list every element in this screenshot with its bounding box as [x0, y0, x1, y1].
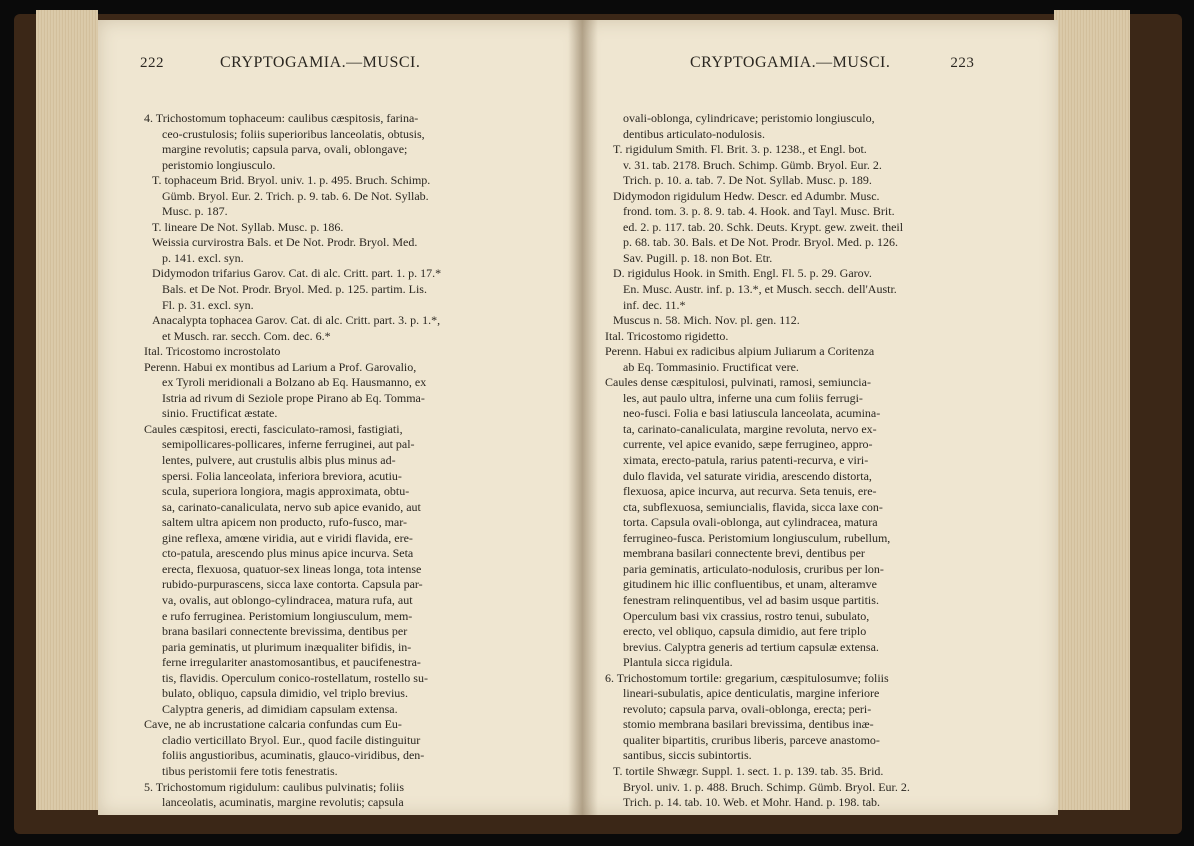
text-line: rubido-purpurascens, sicca laxe contorta. Capsula par-: [162, 577, 423, 592]
text-line: ferrugineo-fusca. Peristomium longiusculum, rubellum,: [623, 530, 891, 545]
text-line: Caules dense cæspitulosi, pulvinati, ramosi, semiuncia-: [605, 375, 871, 390]
text-line: T. tortile Shwægr. Suppl. 1. sect. 1. p. 139. tab. 35. Brid.: [613, 763, 884, 778]
text-line: lineari-subulatis, apice denticulatis, margine inferiore: [623, 686, 880, 701]
text-line: 4. Trichostomum tophaceum: caulibus cæspitosis, farina-: [144, 111, 419, 125]
right-page-number: 223: [950, 55, 975, 71]
text-line: brana basilari connectente brevissima, dentibus per: [162, 624, 408, 639]
right-page-header: [610, 54, 1030, 78]
text-line: cto-patula, arescendo plus minus apice incurva. Seta: [162, 546, 414, 561]
text-line: ab Eq. Tommasinio. Fructificat vere.: [623, 359, 799, 374]
text-line: va, ovalis, aut oblongo-cylindracea, matura rufa, aut: [162, 592, 413, 607]
text-line: gitudinem hic illic confluentibus, et unam, alteramve: [623, 577, 877, 592]
text-line: Trich. p. 14. tab. 10. Web. et Mohr. Hand. p. 198. tab.: [623, 795, 881, 810]
text-line: frond. tom. 3. p. 8. 9. tab. 4. Hook. and Tayl. Musc. Brit.: [623, 204, 895, 219]
text-line: Istria ad rivum di Seziole prope Pirano ab Eq. Tomma-: [162, 390, 425, 405]
text-line: paria geminatis, ut plurimum inæqualiter bifidis, in-: [162, 639, 412, 654]
text-line: cta, subflexuosa, semiuncialis, flavida, sicca laxe con-: [623, 499, 883, 514]
text-line: p. 141. excl. syn.: [162, 250, 244, 265]
text-line: ta, carinato-canaliculata, margine revoluta, nervo ex-: [623, 421, 877, 436]
text-line: torta. Capsula ovali-oblonga, aut cylindracea, matura: [623, 515, 878, 530]
text-line: Weissia curvirostra Bals. et De Not. Prodr. Bryol. Med.: [152, 235, 418, 250]
text-line: Perenn. Habui ex radicibus alpium Juliarum a Coritenza: [605, 344, 875, 359]
text-line: dentibus articulato-nodulosis.: [623, 126, 765, 141]
text-line: qualiter bipartitis, cruribus liberis, parceve anastomo-: [623, 732, 880, 747]
text-line: et Musch. rar. secch. Com. dec. 6.*: [162, 328, 331, 343]
text-line: sa, carinato-canaliculata, nervo sub apice evanido, aut: [162, 499, 421, 514]
text-line: lentes, pulvere, aut crustulis albis plus minus ad-: [162, 453, 396, 468]
text-line: ex Tyroli meridionali a Bolzano ab Eq. Hausmanno, ex: [162, 375, 427, 390]
text-line: lanceolatis, acuminatis, margine revolutis; capsula: [162, 795, 404, 810]
text-line: v. 31. tab. 2178. Bruch. Schimp. Gümb. Bryol. Eur. 2.: [623, 157, 882, 172]
text-line: ferne irregulariter anastomosantibus, et paucifenestra-: [162, 655, 421, 670]
right-running-head: CRYPTOGAMIA.—MUSCI.: [690, 54, 891, 71]
text-line: Didymodon rigidulum Hedw. Descr. ed Adumbr. Musc.: [613, 188, 880, 203]
text-line: ed. 2. p. 117. tab. 20. Schk. Deuts. Krypt. gew. zweit. theil: [623, 219, 904, 234]
right-page-edges: [1054, 10, 1130, 810]
text-line: revoluto; capsula parva, ovali-oblonga, erecta; peri-: [623, 701, 872, 716]
text-line: currente, vel apice evanido, sæpe ferrugineo, appro-: [623, 437, 873, 452]
text-line: T. tophaceum Brid. Bryol. univ. 1. p. 495. Bruch. Schimp.: [152, 173, 431, 188]
text-line: brevius. Calyptra generis ad tertium capsulæ extensa.: [623, 639, 879, 654]
text-line: scula, superiora longiora, magis approximata, obtu-: [162, 484, 410, 499]
text-line: stomio membrana basilari brevissima, dentibus inæ-: [623, 717, 874, 732]
text-line: e rufo ferruginea. Peristomium longiusculum, mem-: [162, 608, 413, 623]
text-line: Muscus n. 58. Mich. Nov. pl. gen. 112.: [613, 313, 800, 328]
text-line: dulo flavida, vel saturate viridia, arescendo distorta,: [623, 468, 872, 483]
left-page-edges: [36, 10, 98, 810]
text-line: sinio. Fructificat æstate.: [162, 406, 278, 421]
text-line: bulato, obliquo, capsula dimidio, vel triplo brevius.: [162, 686, 408, 701]
left-page-number: 222: [140, 55, 164, 71]
text-line: T. rigidulum Smith. Fl. Brit. 3. p. 1238., et Engl. bot.: [613, 142, 867, 157]
left-page-header: [140, 54, 560, 78]
left-running-head: CRYPTOGAMIA.—MUSCI.: [220, 54, 421, 71]
text-line: margine revolutis; capsula parva, ovali, oblongave;: [162, 142, 408, 157]
text-line: ovali-oblonga, cylindricave; peristomio longiusculo,: [623, 111, 875, 125]
text-line: p. 68. tab. 30. Bals. et De Not. Prodr. Bryol. Med. p. 126.: [623, 235, 898, 250]
text-line: Bals. et De Not. Prodr. Bryol. Med. p. 125. partim. Lis.: [162, 282, 427, 297]
text-line: Calyptra generis, ad dimidiam capsulam extensa.: [162, 701, 398, 716]
text-line: flexuosa, apice incurva, aut recurva. Seta tenuis, ere-: [623, 484, 877, 499]
text-line: Ital. Tricostomo rigidetto.: [605, 328, 729, 343]
text-line: T. lineare De Not. Syllab. Musc. p. 186.: [152, 219, 344, 234]
text-line: Fl. p. 31. excl. syn.: [162, 297, 254, 312]
left-page-text: [144, 111, 569, 811]
text-line: foliis angustioribus, acuminatis, glauco-viridibus, den-: [162, 748, 425, 763]
text-line: Caules cæspitosi, erecti, fasciculato-ramosi, fastigiati,: [144, 421, 403, 436]
text-line: peristomio longiusculo.: [162, 157, 276, 172]
text-line: paria geminatis, articulato-nodulosis, cruribus per lon-: [623, 561, 884, 576]
text-line: Perenn. Habui ex montibus ad Larium a Prof. Garovalio,: [144, 359, 417, 374]
text-line: Anacalypta tophacea Garov. Cat. di alc. Critt. part. 3. p. 1.*,: [152, 313, 441, 328]
text-line: gine reflexa, amœne viridia, aut e viridi flavida, ere-: [162, 530, 413, 545]
right-page-text: [605, 111, 1035, 811]
text-line: 5. Trichostomum rigidulum: caulibus pulvinatis; foliis: [144, 779, 405, 794]
text-line: ceo-crustulosis; foliis superioribus lanceolatis, obtusis,: [162, 126, 425, 141]
text-line: erecta, flexuosa, quatuor-sex lineas longa, tota intense: [162, 561, 422, 576]
text-line: spersi. Folia lanceolata, inferiora breviora, acutiu-: [162, 468, 402, 483]
text-line: En. Musc. Austr. inf. p. 13.*, et Musch. secch. dell'Austr.: [623, 282, 897, 297]
text-line: les, aut paulo ultra, inferne una cum foliis ferrugi-: [623, 390, 863, 405]
text-line: membrana basilari connectente brevi, dentibus per: [623, 546, 865, 561]
text-line: Gümb. Bryol. Eur. 2. Trich. p. 9. tab. 6. De Not. Syllab.: [162, 188, 429, 203]
text-line: saltem ultra apicem non producto, rufo-fusco, mar-: [162, 515, 408, 530]
text-line: 6. Trichostomum tortile: gregarium, cæspitulosumve; foliis: [605, 670, 889, 685]
book-gutter: [568, 20, 598, 815]
text-line: semipollicares-pollicares, inferne ferruginei, aut pal-: [162, 437, 415, 452]
text-line: Cave, ne ab incrustatione calcaria confundas cum Eu-: [144, 717, 402, 732]
text-line: Didymodon trifarius Garov. Cat. di alc. Critt. part. 1. p. 17.*: [152, 266, 442, 281]
text-line: ximata, erecto-patula, rarius patenti-recurva, e viri-: [623, 453, 869, 468]
text-line: D. rigidulus Hook. in Smith. Engl. Fl. 5. p. 29. Garov.: [613, 266, 872, 281]
text-line: tis, flavidis. Operculum conico-rostellatum, rostello su-: [162, 670, 428, 685]
text-line: Trich. p. 10. a. tab. 7. De Not. Syllab. Musc. p. 189.: [623, 173, 872, 188]
text-line: erecto, vel obliquo, capsula dimidio, aut fere triplo: [623, 624, 867, 639]
text-line: Sav. Pugill. p. 18. non Bot. Etr.: [623, 250, 773, 265]
text-line: Operculum basi vix crassius, rostro tenui, subulato,: [623, 608, 870, 623]
text-line: inf. dec. 11.*: [623, 297, 686, 312]
text-line: neo-fusci. Folia e basi latiuscula lanceolata, acumina-: [623, 406, 881, 421]
text-line: Plantula sicca rigidula.: [623, 655, 733, 670]
text-line: fenestram relinquentibus, vel ad basim usque partitis.: [623, 592, 879, 607]
text-line: Bryol. univ. 1. p. 488. Bruch. Schimp. Gümb. Bryol. Eur. 2.: [623, 779, 910, 794]
text-line: Ital. Tricostomo incrostolato: [144, 344, 281, 359]
text-line: tibus peristomii fere totis fenestratis.: [162, 763, 338, 778]
text-line: Musc. p. 187.: [162, 204, 228, 219]
text-line: santibus, siccis subintortis.: [623, 748, 752, 763]
text-line: cladio verticillato Bryol. Eur., quod facile distinguitur: [162, 732, 421, 747]
